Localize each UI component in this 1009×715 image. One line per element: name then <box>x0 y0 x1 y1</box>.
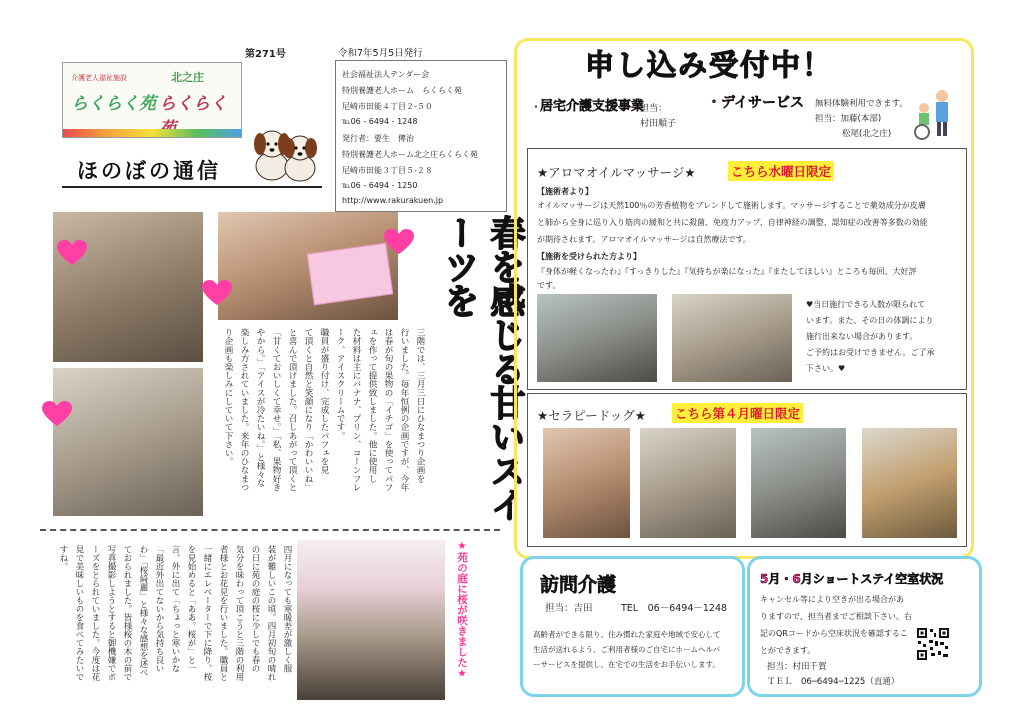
aroma-note5: 下さい。♥ <box>806 364 846 373</box>
info-tel: ℡06 - 6494 - 1248 <box>342 117 418 126</box>
info-tel2: ℡06 - 6494 - 1250 <box>342 181 418 190</box>
short-stay-text2: りますので、担当者までご相談下さい。右 <box>760 612 912 621</box>
kyotaku-staff: 村田順子 <box>640 119 677 129</box>
aroma-text5: です。 <box>537 281 561 290</box>
therapy-dog-photo-3 <box>751 428 846 538</box>
home-care-title: 訪問介護 <box>540 574 617 596</box>
therapy-dog-photo-4 <box>862 428 957 538</box>
sakura-line: すね。 <box>58 545 68 571</box>
aroma-text4: 『身体が軽くなったわ』『すっきりした』『気持ちが楽になった』『またしてほしい』ところも毎回、大好評 <box>537 267 917 276</box>
heart-icon <box>57 240 87 266</box>
kyotaku-bullet: ・ <box>530 100 543 114</box>
heart-icon <box>202 280 232 306</box>
qr-code-icon[interactable] <box>916 627 950 661</box>
therapy-dog-tag: こちら第４月曜日限定 <box>672 403 803 423</box>
aroma-tag: こちら水曜日限定 <box>728 161 834 181</box>
sakura-line: 装が難しいこの頃。四月初旬の晴れ <box>266 545 276 681</box>
home-care-text1: 高齢者ができる限り、住み慣れた家庭や地域で安心して <box>533 630 721 639</box>
day-service-staff2: 松尾(北之庄) <box>842 129 892 139</box>
day-service-staff: 担当：加藤(本部) <box>815 114 882 124</box>
aroma-heading1: 【施術者より】 <box>537 187 593 196</box>
sweets-line: 「甘くておいしくて幸せ。」「私、果物好き <box>271 328 281 492</box>
sweets-line: て頂くと自然と笑顔になり「かわいいね」 <box>303 328 313 492</box>
home-care-staff: 担当：吉田 <box>545 603 593 614</box>
sakura-line: の日に苑の庭の桜に少しでも春の <box>250 545 260 673</box>
aroma-title: ★アロマオイルマッサージ★ <box>537 165 696 180</box>
sakura-line: 四月になっても寒暖差が激しく服 <box>282 545 292 673</box>
sweets-line: た材料は主にバナナ、プリン、コーンフレ <box>351 328 361 492</box>
facility-logo <box>62 62 242 138</box>
kyotaku-staff-label: 担当： <box>640 104 668 114</box>
aroma-photo-1 <box>537 294 657 382</box>
info-publisher: 発行者：要生 傳治 <box>342 134 414 143</box>
sweets-line: 三階では、三月三日にひなまつり企画を <box>415 328 425 483</box>
day-service-label: ・デイサービス <box>707 95 805 111</box>
home-care-tel: TEL 06－6494－1248 <box>621 603 728 614</box>
heart-icon <box>42 401 72 427</box>
issue-date: 令和7年5月5日発行 <box>338 48 423 59</box>
sweets-headline: 春を感じる甘いスイーツを <box>439 215 525 521</box>
sweets-line: 楽しみ方されていました。来年のひなまつ <box>239 328 249 492</box>
hinamatsuri-card <box>307 243 393 306</box>
home-care-text3: ーサービスを提供し、在宅での生活をお手伝いします。 <box>533 660 720 669</box>
apply-banner: 申し込み受付中！ <box>585 48 834 82</box>
issue-number: 第271号 <box>245 49 286 60</box>
sweets-line: は春が旬の果物の「イチゴ」を使ってパフ <box>383 328 393 492</box>
day-service-note: 無料体験利用できます。 <box>815 99 908 109</box>
newsletter-title: ほのぼの通信 <box>77 158 221 183</box>
sakura-line: ておられました。皆様桜の木の前で <box>122 545 132 681</box>
title-underline <box>62 186 322 188</box>
therapy-dog-photo-2 <box>640 428 736 538</box>
sakura-side-title: ★苑の庭に桜が咲きました★ <box>456 540 468 680</box>
info-url: http://www.rakurakuen.jp <box>342 196 444 205</box>
sakura-line: 「最近外出てないから気持ち良い <box>154 545 164 673</box>
sakura-line: 言。外に出て「ちょっと寒いかな <box>170 545 180 673</box>
sakura-line: 一緒にエレベーターで下に降り、桜 <box>202 545 212 681</box>
logo-stripe <box>63 129 241 137</box>
short-stay-title: 5月・6月ショートステイ空室状況 <box>760 572 944 586</box>
sweets-line: ェを作って提供致しました。他に使用し <box>367 328 377 483</box>
logo-subtitle: 介護老人福祉施設 <box>71 74 127 82</box>
therapy-dog-photo-1 <box>543 428 630 538</box>
heart-icon <box>384 229 414 255</box>
info-address: 尼崎市田能４丁目２-５０ <box>342 102 433 111</box>
sakura-line: を見始めると「ああ。桜が」と一 <box>186 545 196 673</box>
sakura-line: 見で美味しいものを食べてみたいで <box>74 545 84 681</box>
sweets-line: ーク、アイスクリームです。 <box>335 328 345 440</box>
short-stay-staff: 担当：村田千賀 <box>767 662 827 672</box>
resident-photo-2 <box>53 368 203 516</box>
aroma-photo-2 <box>672 294 792 382</box>
sweets-line: と喜んで頂けました。召しあがって頂くと <box>287 328 297 492</box>
aroma-note2: います。また、その日の体調により <box>806 316 934 325</box>
aroma-heading2: 【施術を受けられた方より】 <box>537 252 641 261</box>
sweets-article <box>218 328 428 518</box>
sakura-line: 者様とお花見を行いました。職員と <box>218 545 228 681</box>
publisher-info-box <box>335 60 507 212</box>
resident-photo-1 <box>53 212 203 362</box>
kyotaku-label: 居宅介護支援事業 <box>540 99 645 114</box>
sweets-line: やから。」「アイスが冷たいね。」と様々な <box>255 328 265 488</box>
aroma-note1: ♥当日施行できる人数が限られて <box>806 300 926 309</box>
caregiver-illustration <box>912 88 960 140</box>
section-divider <box>40 529 500 531</box>
info-facility2: 特別養護老人ホーム北之庄らくらく苑 <box>342 150 478 159</box>
aroma-note3: 施行出来ない場合があります。 <box>806 332 918 341</box>
puppies-illustration <box>250 118 322 188</box>
sweets-line: り企画も楽しみにしていて下さい。 <box>223 328 233 466</box>
aroma-text1: オイルマッサージは天然100％の芳香植物をブレンドして施術します。マッサージすることで薬効成分が皮膚 <box>537 201 926 210</box>
short-stay-text3: 記のQRコードから空床状況を確認するこ <box>760 629 908 638</box>
sweets-line: 職員が盛り付け、完成したパフェを見 <box>319 328 329 475</box>
info-corp: 社会福祉法人テンダー会 <box>342 70 430 79</box>
parfait-photo <box>218 212 398 320</box>
sakura-line: わ」「桜綺麗」と様々な感想を述べ <box>138 545 148 677</box>
info-facility: 特別養護老人ホーム らくらく苑 <box>342 86 462 95</box>
info-address2: 尼崎市田能３丁目５-２８ <box>342 166 433 175</box>
sakura-line: ーズをとられていました。今度は花 <box>90 545 100 681</box>
aroma-text3: が期待されます。アロマオイルマッサージは自然療法です。 <box>537 235 751 244</box>
short-stay-tel: ＴＥＬ 06─6494─1225（直通） <box>767 677 900 687</box>
short-stay-text4: とができます。 <box>760 646 816 655</box>
logo2-name: らくらく <box>159 94 227 114</box>
sakura-article <box>55 545 295 700</box>
home-care-text2: 生活が送れるよう、ご利用者様のご自宅にホームヘルパ <box>533 645 720 654</box>
sweets-line: 行いました。毎年恒例の企画ですが、今年 <box>399 328 409 492</box>
short-stay-text1: キャンセル等により空きが出る場合があ <box>760 595 904 604</box>
aroma-text2: と肺から全身に巡り入り筋肉の緩和と共に殺菌、免疫力アップ、自律神経の調整、認知症の改善等多数の効能 <box>537 218 928 227</box>
cherry-blossom-photo <box>297 540 445 700</box>
aroma-note4: ご予約はお受けできません。ご了承 <box>806 348 935 357</box>
logo-name-green: らくらく苑 <box>71 94 156 114</box>
logo2-top: 北之庄 <box>171 71 204 84</box>
therapy-dog-title: ★セラピードッグ★ <box>537 408 646 423</box>
sakura-line: 気分を味わって頂こうと三階の利用 <box>234 545 244 681</box>
sakura-line: 写真撮影しようとすると御機嫌でポ <box>106 545 116 681</box>
